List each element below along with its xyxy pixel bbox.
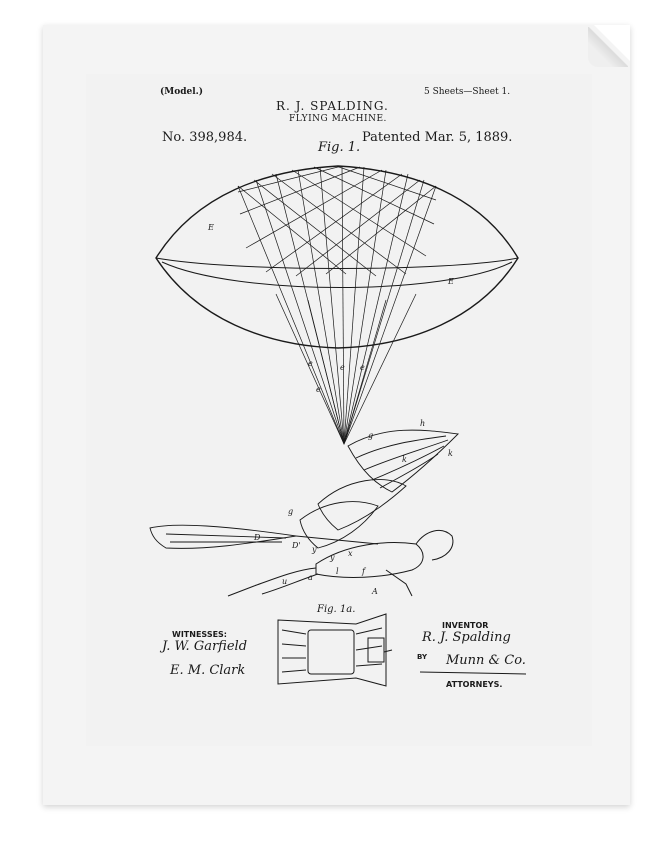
figure-1a-label: Fig. 1a. — [317, 604, 356, 615]
witness-signature-1: J. W. Garfield — [162, 639, 248, 654]
tail-wing — [150, 525, 378, 548]
body-letter-4: y — [330, 553, 335, 562]
upper-wing — [300, 430, 458, 548]
witness-signature-2: E. M. Clark — [170, 663, 246, 678]
body-letter-8: u — [282, 577, 288, 586]
body-letter-3: y — [312, 545, 317, 554]
balloon-lower-band — [162, 262, 512, 288]
witnesses-label: WITNESSES: — [172, 630, 228, 639]
body-letter-10: f — [362, 567, 365, 576]
body-letter-1: D — [254, 533, 261, 542]
wing-letter-4: k — [402, 455, 407, 464]
patent-sheet — [86, 74, 592, 746]
poster-corner-fold — [594, 25, 630, 61]
wing-letter-5: g — [288, 507, 294, 516]
balloon-cords — [276, 294, 416, 444]
wing-letter-2: h — [420, 419, 426, 428]
invention-title: FLYING MACHINE. — [289, 114, 387, 124]
wing-letter-3: k — [448, 449, 453, 458]
sheets-label: 5 Sheets—Sheet 1. — [424, 87, 511, 97]
balloon-letter-left: E — [208, 223, 214, 232]
inventor-signature: R. J. Spalding — [422, 630, 511, 645]
balloon-letter-right: E — [448, 277, 454, 286]
attorney-signature: Munn & Co. — [446, 653, 526, 668]
body-letter-5: x — [348, 549, 353, 558]
body-letter-2: D' — [292, 541, 301, 550]
body-letter-9: l — [336, 567, 339, 576]
balloon-net — [238, 166, 436, 444]
by-label: BY — [417, 653, 428, 661]
balloon-envelope — [156, 166, 518, 348]
body-letter-6: A — [372, 587, 378, 596]
cord-letter-4: e — [316, 385, 321, 394]
attorney-signature-underline — [420, 672, 526, 674]
inventor-label: INVENTOR — [442, 621, 489, 630]
patent-number: No. 398,984. — [162, 130, 248, 145]
cord-letter-1: e — [308, 359, 313, 368]
model-label: (Model.) — [160, 87, 204, 97]
fig1a-detail — [278, 614, 392, 686]
patent-date: Patented Mar. 5, 1889. — [362, 130, 513, 145]
cord-letter-2: e — [340, 363, 345, 372]
body-letter-7: a — [308, 573, 313, 582]
wing-letter-1: g — [368, 431, 374, 440]
cord-letter-3: e — [360, 363, 365, 372]
inventor-name-heading: R. J. SPALDING. — [276, 99, 389, 113]
attorneys-label: ATTORNEYS. — [446, 680, 503, 689]
figure-1-label: Fig. 1. — [318, 140, 361, 155]
